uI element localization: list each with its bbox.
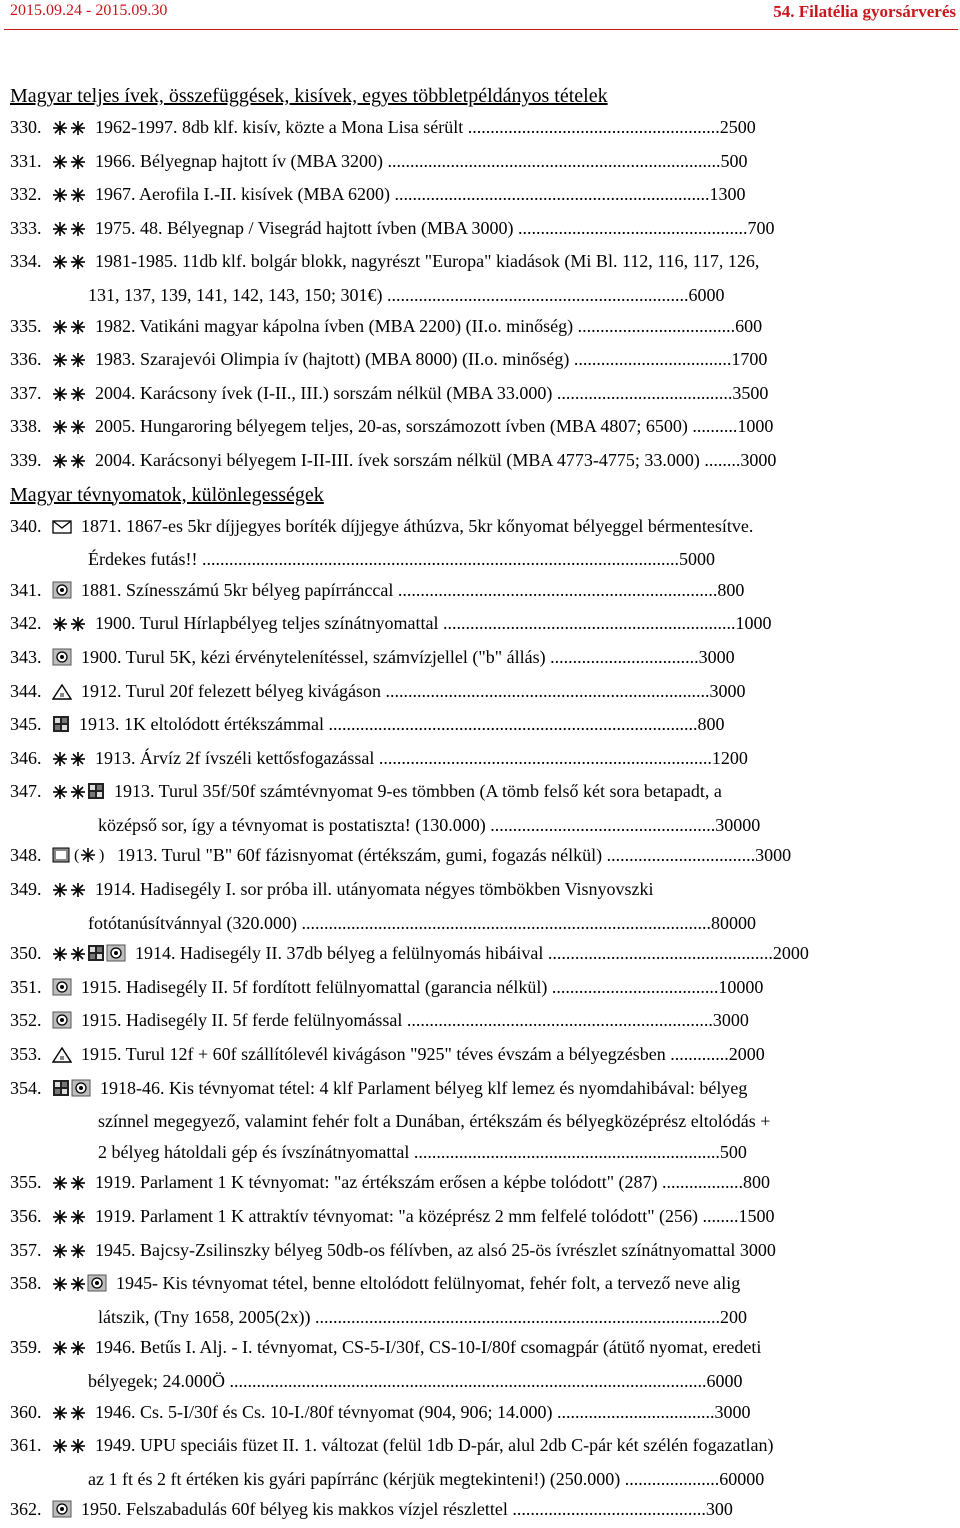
used-stamp-icon [106, 941, 126, 972]
lot-entry [10, 972, 950, 1006]
svg-text:): ) [99, 847, 105, 865]
lot-description: 1945- Kis tévnyomat tétel, benne eltolódott felülnyomat, fehér folt, a tervező neve alig [116, 1273, 741, 1294]
lot-number: 355. [10, 1172, 42, 1193]
condition-icons [52, 314, 87, 345]
condition-icons [52, 975, 73, 1006]
lot-entry [10, 642, 950, 676]
lot-number: 343. [10, 646, 42, 667]
lot-description: 1982. Vatikáni magyar kápolna ívben (MBA 2200) (II.o. minőség) ...................................600 [95, 315, 763, 336]
lot-description: 1975. 48. Bélyegnap / Visegrád hajtott ívben (MBA 3000) ...................................................700 [95, 217, 775, 238]
mint-never-hinged-icon [52, 448, 86, 479]
lot-description: 1967. Aerofila I.-II. kisívek (MBA 6200) ......................................................................1300 [95, 184, 746, 205]
lot-number: 334. [10, 251, 42, 272]
lot-entry [10, 776, 950, 810]
condition-icons [52, 877, 87, 908]
lot-description: 2 bélyeg hátoldali gép és ívszínátnyomattal ....................................................................500 [98, 1141, 747, 1162]
lot-description: 1950. Felszabadulás 60f bélyeg kis makkos vízjel részlettel ...........................................300 [81, 1499, 733, 1520]
block-icon [87, 779, 105, 810]
lot-entry [10, 840, 950, 874]
condition-icons [52, 712, 71, 743]
lot-entry [10, 213, 950, 247]
lot-number: 339. [10, 449, 42, 470]
lot-description: 1919. Parlament 1 K attraktív tévnyomat: "a középrész 2 mm felfelé tolódott" (256) ........1500 [95, 1206, 775, 1226]
lot-number: 354. [10, 1077, 42, 1098]
lot-description: 1913. Turul 35f/50f számtévnyomat 9-es tömbben (A tömb felső két sora betapadt, a [114, 781, 722, 802]
lot-listing [10, 80, 950, 1528]
lot-number: 338. [10, 416, 42, 437]
svg-text:(: ( [74, 847, 80, 865]
mint-never-hinged-icon [52, 1271, 86, 1302]
lot-number: 331. [10, 150, 42, 171]
used-stamp-icon [52, 1008, 72, 1039]
lot-description: 1915. Hadisegély II. 5f ferde felülnyomással ....................................................................3000 [81, 1010, 749, 1031]
lot-description: 1966. Bélyegnap hajtott ív (MBA 3200) ..........................................................................500 [95, 150, 748, 171]
block-icon [87, 941, 105, 972]
mint-never-hinged-icon [52, 149, 86, 180]
lot-number: 359. [10, 1337, 42, 1358]
lot-entry [10, 1332, 950, 1366]
lot-description: színnel megegyező, valamint fehér folt a Dunában, értékszám és bélyegközéprész eltolódás + [98, 1111, 771, 1132]
lot-description: bélyegek; 24.000Ö ..........................................................................................................6000 [88, 1370, 743, 1391]
lot-entry [10, 1494, 950, 1528]
cutout-icon [52, 1042, 72, 1073]
mint-never-hinged-icon [52, 249, 86, 280]
lot-number: 341. [10, 579, 42, 600]
condition-icons [52, 746, 87, 777]
lot-description: 1913. 1K eltolódott értékszámmal ..................................................................................800 [79, 714, 725, 735]
lot-number: 333. [10, 217, 42, 238]
lot-description: 1914. Hadisegély I. sor próba ill. utányomata négyes tömbökben Visnyovszki [95, 879, 654, 900]
lot-number: 335. [10, 315, 42, 336]
lot-number: 350. [10, 943, 42, 964]
lot-description: középső sor, így a tévnyomat is postatiszta! (130.000) ..................................................30000 [98, 814, 761, 835]
lot-entry-continuation [10, 544, 950, 575]
lot-entry [10, 445, 950, 479]
lot-description: 1912. Turul 20f felezett bélyeg kivágáson ........................................................................3000 [81, 680, 746, 701]
block-icon [52, 712, 70, 743]
mint-never-hinged-icon [52, 877, 86, 908]
condition-icons [52, 1076, 92, 1107]
lot-number: 357. [10, 1239, 42, 1260]
lot-entry [10, 743, 950, 777]
mint-never-hinged-icon [52, 746, 86, 777]
mint-never-hinged-icon [52, 347, 86, 378]
condition-icons [52, 1238, 87, 1269]
lot-description: 1871. 1867-es 5kr díjjegyes boríték díjjegye áthúzva, 5kr kőnyomat bélyeggel bérmentesítve. [81, 515, 754, 536]
lot-entry [10, 676, 950, 710]
lot-description: Érdekes futás!! ..........................................................................................................5000 [88, 549, 715, 570]
mint-never-hinged-icon [52, 941, 86, 972]
lot-description: 1918-46. Kis tévnyomat tétel: 4 klf Parlament bélyeg klf lemez és nyomdahibával: bélyeg [100, 1077, 748, 1098]
condition-icons [52, 347, 87, 378]
lot-description: 2004. Karácsony ívek (I-II., III.) sorszám nélkül (MBA 33.000) .......................................3500 [95, 382, 769, 403]
lot-description: 1881. Színesszámú 5kr bélyeg papírránccal .......................................................................800 [81, 579, 745, 600]
condition-icons [52, 611, 87, 642]
lot-entry-continuation [10, 280, 950, 311]
lot-description: 1946. Betűs I. Alj. - I. tévnyomat, CS-5-I/30f, CS-10-I/80f csomagpár (átütő nyomat, eredeti [95, 1337, 762, 1358]
used-stamp-icon [52, 1497, 72, 1528]
lot-entry [10, 709, 950, 743]
lot-entry [10, 874, 950, 908]
lot-entry [10, 511, 950, 545]
lot-entry-continuation [10, 1302, 950, 1333]
mint-never-hinged-icon [52, 1335, 86, 1366]
used-stamp-icon [52, 975, 72, 1006]
lot-entry [10, 112, 950, 146]
condition-icons [52, 216, 87, 247]
condition-icons [52, 514, 73, 545]
condition-icons [52, 149, 87, 180]
lot-description: 2005. Hungaroring bélyegem teljes, 20-as, sorszámozott ívben (MBA 4807; 6500) ..........1000 [95, 416, 774, 437]
condition-icons [52, 115, 87, 146]
condition-icons [52, 1271, 108, 1302]
condition-icons [52, 679, 73, 710]
lot-description: 1900. Turul Hírlapbélyeg teljes színátnyomattal .................................................................1000 [95, 613, 772, 634]
lot-description: 1915. Hadisegély II. 5f fordított felülnyomattal (garancia nélkül) .....................................10000 [81, 976, 764, 997]
lot-entry [10, 311, 950, 345]
lot-description: fotótanúsítvánnyal (320.000) ...........................................................................................80000 [88, 912, 756, 933]
lot-number: 332. [10, 184, 42, 205]
mint-never-hinged-icon [52, 115, 86, 146]
lot-number: 349. [10, 879, 42, 900]
lot-number: 358. [10, 1273, 42, 1294]
lot-entry-continuation [10, 1464, 950, 1495]
mint-never-hinged-icon [52, 779, 86, 810]
lot-number: 351. [10, 976, 42, 997]
lot-description: 1981-1985. 11db klf. bolgár blokk, nagyrészt "Europa" kiadások (Mi Bl. 112, 116, 117, 126, [95, 251, 760, 272]
lot-number: 356. [10, 1206, 42, 1226]
lot-entry [10, 411, 950, 445]
proof-icon [52, 843, 108, 874]
lot-description: 1962-1997. 8db klf. kisív, közte a Mona Lisa sérült ........................................................2500 [95, 117, 756, 137]
condition-icons [52, 941, 127, 972]
lot-description: 1914. Hadisegély II. 37db bélyeg a felülnyomás hibáival ..................................................2000 [135, 943, 809, 964]
condition-icons [52, 381, 87, 412]
lot-number: 353. [10, 1044, 42, 1065]
condition-icons [52, 1497, 73, 1528]
lot-number: 330. [10, 117, 42, 137]
mint-never-hinged-icon [52, 414, 86, 445]
lot-entry [10, 246, 950, 280]
lot-entry [10, 179, 950, 213]
envelope-icon [52, 514, 72, 545]
lot-number: 362. [10, 1499, 42, 1520]
mint-never-hinged-icon [52, 1400, 86, 1431]
condition-icons [52, 1433, 87, 1464]
lot-entry [10, 608, 950, 642]
mint-never-hinged-icon [52, 1170, 86, 1201]
lot-entry [10, 1430, 950, 1464]
lot-number: 347. [10, 781, 42, 802]
lot-description: 1913. Árvíz 2f ívszéli kettősfogazással ..........................................................................1200 [95, 747, 748, 768]
used-stamp-icon [87, 1271, 107, 1302]
cutout-icon [52, 679, 72, 710]
condition-icons [52, 414, 87, 445]
mint-never-hinged-icon [52, 611, 86, 642]
lot-entry [10, 1073, 950, 1107]
condition-icons [52, 249, 87, 280]
lot-number: 336. [10, 349, 42, 370]
condition-icons [52, 182, 87, 213]
lot-entry [10, 1268, 950, 1302]
lot-description: 2004. Karácsonyi bélyegem I-II-III. ívek sorszám nélkül (MBA 4773-4775; 33.000) ........3000 [95, 449, 777, 470]
lot-description: 1946. Cs. 5-I/30f és Cs. 10-I./80f tévnyomat (904, 906; 14.000) ...................................3000 [95, 1401, 751, 1422]
lot-entry [10, 1167, 950, 1201]
lot-entry [10, 938, 950, 972]
lot-number: 346. [10, 747, 42, 768]
lot-number: 344. [10, 680, 42, 701]
lot-number: 352. [10, 1010, 42, 1031]
lot-entry-continuation [10, 1106, 950, 1137]
lot-description: 1900. Turul 5K, kézi érvénytelenítéssel, számvízjellel ("b" állás) .................................3000 [81, 646, 735, 667]
lot-description: 1945. Bajcsy-Zsilinszky bélyeg 50db-os félívben, az alsó 25-ös ívrészlet színátnyomattal 3000 [95, 1239, 776, 1260]
mint-never-hinged-icon [52, 1433, 86, 1464]
mint-never-hinged-icon [52, 216, 86, 247]
section-title: Magyar teljes ívek, összefüggések, kisívek, egyes többletpéldányos tételek [10, 85, 608, 107]
condition-icons [52, 1400, 87, 1431]
mint-never-hinged-icon [52, 182, 86, 213]
lot-entry [10, 378, 950, 412]
auction-title: 54. Filatélia gyorsárverés [773, 2, 956, 21]
used-stamp-icon [52, 578, 72, 609]
used-stamp-icon [71, 1076, 91, 1107]
lot-number: 360. [10, 1401, 42, 1422]
condition-icons [52, 1335, 87, 1366]
lot-number: 345. [10, 714, 42, 735]
lot-entry [10, 1235, 950, 1269]
lot-entry [10, 1201, 950, 1235]
mint-never-hinged-icon [52, 1238, 86, 1269]
lot-description: az 1 ft és 2 ft értéken kis gyári papírránc (kérjük megtekinteni!) (250.000) .....................60000 [88, 1468, 765, 1489]
header-divider [4, 29, 958, 30]
lot-entry-continuation [10, 810, 950, 841]
lot-number: 340. [10, 515, 42, 536]
lot-number: 342. [10, 613, 42, 634]
block-icon [52, 1076, 70, 1107]
lot-description: látszik, (Tny 1658, 2005(2x)) ..........................................................................................200 [98, 1306, 747, 1327]
lot-description: 1919. Parlament 1 K tévnyomat: "az értékszám erősen a képbe tolódott" (287) ..................800 [95, 1172, 771, 1193]
condition-icons [52, 578, 73, 609]
lot-entry-continuation [10, 1137, 950, 1168]
condition-icons [52, 448, 87, 479]
condition-icons [52, 843, 109, 874]
mint-never-hinged-icon [52, 314, 86, 345]
lot-description: 1913. Turul "B" 60f fázisnyomat (értékszám, gumi, fogazás nélkül) .................................3000 [117, 845, 792, 866]
lot-number: 337. [10, 382, 42, 403]
lot-number: 348. [10, 845, 42, 866]
lot-number: 361. [10, 1435, 42, 1456]
lot-description: 1983. Szarajevói Olimpia ív (hajtott) (MBA 8000) (II.o. minőség) ...................................1700 [95, 349, 768, 370]
lot-entry [10, 1397, 950, 1431]
condition-icons [52, 1042, 73, 1073]
section-title: Magyar tévnyomatok, különlegességek [10, 483, 324, 506]
lot-entry-continuation [10, 1366, 950, 1397]
lot-entry-continuation [10, 908, 950, 939]
lot-entry [10, 344, 950, 378]
mint-never-hinged-icon [52, 381, 86, 412]
condition-icons [52, 1170, 87, 1201]
lot-entry [10, 1005, 950, 1039]
lot-description: 1949. UPU speciáis füzet II. 1. változat (felül 1db D-pár, alul 2db C-pár két szélén fogazatlan) [95, 1435, 774, 1456]
lot-description: 131, 137, 139, 141, 142, 143, 150; 301€) ...................................................................6000 [88, 284, 725, 305]
condition-icons [52, 645, 73, 676]
auction-dates: 2015.09.24 - 2015.09.30 [10, 2, 168, 19]
condition-icons [52, 1204, 87, 1235]
lot-entry [10, 1039, 950, 1073]
condition-icons [52, 779, 106, 810]
condition-icons [52, 1008, 73, 1039]
mint-never-hinged-icon [52, 1204, 86, 1235]
lot-description: 1915. Turul 12f + 60f szállítólevél kivágáson "925" téves évszám a bélyegzésben .............2000 [81, 1044, 765, 1065]
lot-entry [10, 146, 950, 180]
lot-entry [10, 575, 950, 609]
used-stamp-icon [52, 645, 72, 676]
